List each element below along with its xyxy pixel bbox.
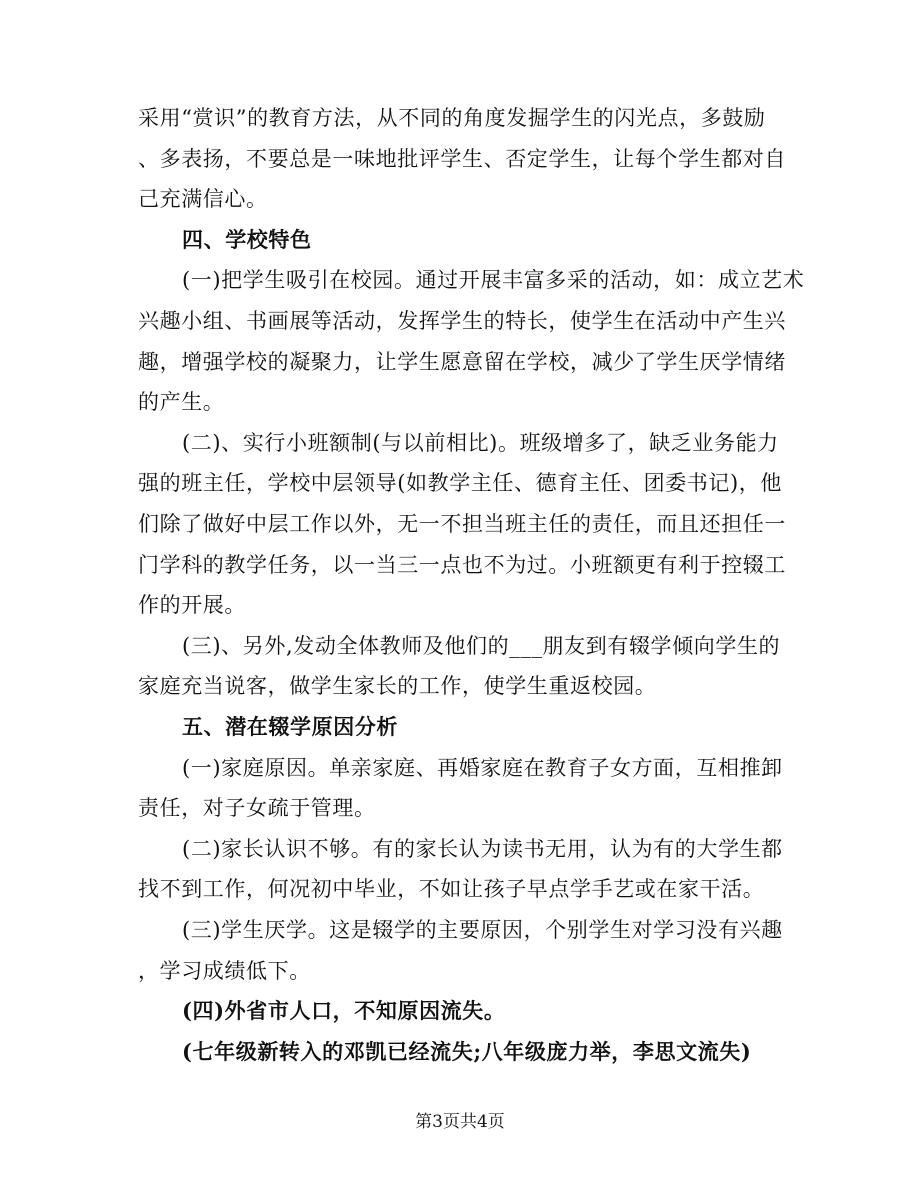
page-number: 第3页共4页 — [415, 1112, 505, 1132]
paragraph-line: (一)家庭原因。单亲家庭、再婚家庭在教育子女方面，互相推卸 — [182, 755, 783, 780]
paragraph-line: 强的班主任，学校中层领导(如教学主任、德育主任、团委书记)，他 — [138, 471, 782, 496]
section-heading-4: 四、学校特色 — [182, 226, 312, 252]
paragraph-line: 采用“赏识”的教育方法，从不同的角度发掘学生的闪光点，多鼓励 — [138, 106, 766, 130]
paragraph-line: (二)家长认识不够。有的家长认为读书无用，认为有的大学生都 — [182, 836, 783, 861]
paragraph-line: (七年级新转入的邓凯已经流失;八年级庞力举，李思文流失) — [182, 1038, 752, 1064]
paragraph-line: 门学科的教学任务，以一当三一点也不为过。小班额更有利于控辍工 — [138, 552, 786, 577]
paragraph-line: 、多表扬，不要总是一味地批评学生、否定学生，让每个学生都对自 — [138, 146, 786, 171]
paragraph-line: (一)把学生吸引在校园。通过开展丰富多采的活动，如：成立艺术 — [182, 268, 805, 293]
paragraph-line: (四)外省市人口，不知原因流失。 — [182, 998, 506, 1024]
paragraph-line: ，学习成绩低下。 — [138, 958, 311, 983]
paragraph-line: 们除了做好中层工作以外，无一不担当班主任的责任，而且还担任一 — [138, 512, 786, 536]
paragraph-line: 家庭充当说客，做学生家长的工作，使学生重返校园。 — [138, 674, 657, 699]
paragraph-line: 找不到工作，何况初中毕业，不如让孩子早点学手艺或在家干活。 — [138, 877, 765, 902]
paragraph-line: 责任，对子女疏于管理。 — [138, 796, 376, 821]
paragraph-line: (三)、另外,发动全体教师及他们的___朋友到有辍学倾向学生的 — [182, 633, 781, 658]
paragraph-line: 的产生。 — [138, 390, 225, 415]
paragraph-line: 趣，增强学校的凝聚力，让学生愿意留在学校，减少了学生厌学情绪 — [138, 349, 786, 374]
paragraph-line: (二)、实行小班额制(与以前相比)。班级增多了，缺乏业务能力 — [182, 430, 779, 455]
paragraph-line: (三)学生厌学。这是辍学的主要原因，个别学生对学习没有兴趣 — [182, 918, 783, 942]
section-heading-5: 五、潜在辍学原因分析 — [182, 714, 398, 739]
paragraph-line: 作的开展。 — [138, 593, 246, 618]
paragraph-line: 己充满信心。 — [138, 187, 268, 212]
paragraph-line: 兴趣小组、书画展等活动，发挥学生的特长，使学生在活动中产生兴 — [138, 309, 786, 333]
